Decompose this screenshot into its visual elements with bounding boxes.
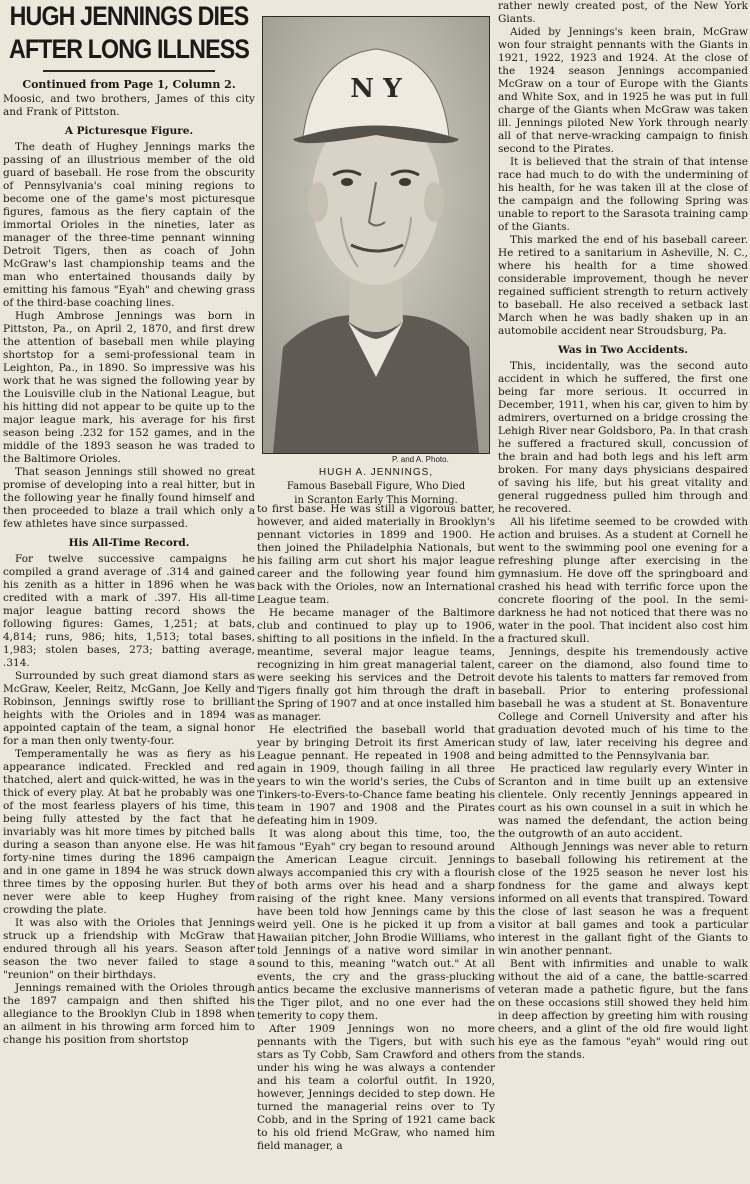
portrait-photo: [262, 16, 490, 454]
paragraph: He practiced law regularly every Winter in Scranton and in time built up an extensive clientele. Only recently Jennings appeared in court as his own counsel in a suit in which he was named the defendant, the action being the outgrowth of an auto accident.: [498, 763, 748, 840]
paragraph: It was along about this time, too, the famous "Eyah" cry began to resound around the American League circuit. Jennings always accompanied this cry with a flourish of both arms over his head and a sharp raising of the right knee. Many versions have been told how Jennings came by this weird yell. One is he picked it up from a Hawaiian pitcher, John Brodie Williams, who told Jennings of a native word similar in sound to this, meaning "watch out." At all events, the cry and the grass-plucking antics became the exclusive mannerisms of the Tiger pilot, and no one ever had the temerity to copy them.: [257, 828, 495, 1022]
paragraph: The death of Hughey Jennings marks the passing of an illustrious member of the old guard of baseball. He rose from the obscurity of Pennsylvania's coal mining regions to become one of the game's most picturesque figures, famous as the fiery captain of the immortal Orioles in the nineties, later as manager of the three-time pennant winning Detroit Tigers, then as coach of John McGraw's last championship teams and the man who entertained thousands daily by emitting his famous "Eyah" and chewing grass of the third-base coaching lines.: [3, 141, 255, 309]
paragraph: It was also with the Orioles that Jennings struck up a friendship with McGraw that endured through all his years. Season after season the two never failed to stage a "reunion" on their birthdays.: [3, 917, 255, 981]
paragraph: to first base. He was still a vigorous batter, however, and aided materially in Brooklyn's pennant victories in 1899 and 1900. He then joined the Philadelphia Nationals, but his failing arm cut short his major league career and the following year found him back with the Orioles, now an International League team.: [257, 503, 495, 606]
paragraph: Bent with infirmities and unable to walk without the aid of a cane, the battle-scarred veteran made a pathetic figure, but the fans on these occasions still showed they held him in deep affection by greeting him with rousing cheers, and a glint of the old fire would light his eye as the famous "eyah" would ring out from the stands.: [498, 958, 748, 1061]
paragraph: Jennings remained with the Orioles through the 1897 campaign and then shifted his allegiance to the Brooklyn Club in 1898 when an ailment in his throwing arm forced him to change his position from shortstop: [3, 982, 255, 1046]
caption-name: HUGH A. JENNINGS,: [318, 467, 434, 478]
headline-line-2: AFTER LONG ILLNESS: [9, 34, 249, 64]
paragraph: Hugh Ambrose Jennings was born in Pittston, Pa., on April 2, 1870, and first drew the attention of baseball men while playing shortstop for a semi-professional team in Leighton, Pa., in 1890. So impressive was his work that he was signed the following year by the Louisville club in the National League, but his hitting did not appear to be quite up to the major league mark, his average for his first season being .232 for 152 games, and in the middle of the 1893 season he was traded to the Baltimore Orioles.: [3, 310, 255, 465]
paragraph: rather newly created post, of the New York Giants.: [498, 0, 748, 25]
cap-monogram: N Y: [350, 74, 402, 104]
paragraph: Temperamentally he was as fiery as his appearance indicated. Freckled and red thatched, alert and quick-witted, he was in the thick of every play. At bat he probably was one of the most fearless players of his time, this being fully attested by the fact that he invariably was hit more times by pitched balls during a season than anyone else. He was hit forty-nine times during the 1896 campaign and in one game in 1894 he was struck down three times by the opposing hurler. But they never were able to keep Hughey from crowding the plate.: [3, 748, 255, 916]
paragraph: Although Jennings was never able to return to baseball following his retirement at the close of the 1925 season he never lost his fondness for the game and always kept informed on all events that transpired. Toward the close of last season he was a frequent visitor at ball games and took a particular interest in the gallant fight of the Giants to win another pennant.: [498, 841, 748, 957]
headline-line-1: HUGH JENNINGS DIES: [9, 1, 249, 31]
portrait-illustration: [263, 17, 489, 453]
subheading-two-accidents: Was in Two Accidents.: [558, 344, 688, 356]
paragraph: It is believed that the strain of that intense race had much to do with the undermining of his health, for he was taken ill at the close of the campaign and the following Spring was unable to report to the Sarasota training camp of the Giants.: [498, 156, 748, 233]
paragraph: He became manager of the Baltimore club and continued to play up to 1906, shifting to all positions in the infield. In the meantime, several major league teams, recognizing in him great managerial talent, were seeking his services and the Detroit Tigers finally got him through the draft in the Spring of 1907 and at once installed him as manager.: [257, 607, 495, 723]
paragraph: For twelve successive campaigns he compiled a grand average of .314 and gained his zenith as a hitter in 1896 when he was credited with a mark of .397. His all-time major league batting record shows the following figures: Games, 1,251; at bats, 4,814; runs, 986; hits, 1,513; total bases, 1,983; stolen bases, 273; batting average, .314.: [3, 553, 255, 669]
caption-line-2: Famous Baseball Figure, Who Died: [286, 481, 466, 492]
subheading-all-time-record: His All-Time Record.: [68, 537, 190, 549]
subheading-picturesque-figure: A Picturesque Figure.: [64, 125, 194, 137]
paragraph: Jennings, despite his tremendously active career on the diamond, also found time to devote his talents to matters far removed from baseball. Prior to entering professional baseball he was a student at St. Bonaventure College and Cornell University and after his graduation devoted much of his time to the study of law, later receiving his degree and being admitted to the Pennsylvania bar.: [498, 646, 748, 762]
paragraph: He electrified the baseball world that year by bringing Detroit its first American League pennant. He repeated in 1908 and again in 1909, though failing in all three years to win the world's series, the Cubs of Tinkers-to-Evers-to-Chance fame beating his team in 1907 and 1908 and the Pirates defeating him in 1909.: [257, 724, 495, 827]
paragraph: All his lifetime seemed to be crowded with action and bruises. As a student at Cornell he went to the swimming pool one evening for a refreshing plunge after exercising in the gymnasium. He dove off the springboard and crashed his head with terrific force upon the concrete flooring of the pool. In the semi-darkness he had not noticed that there was no water in the pool. That incident also cost him a fractured skull.: [498, 516, 748, 645]
column-2: [257, 503, 495, 1184]
paragraph: After 1909 Jennings won no more pennants with the Tigers, but with such stars as Ty Cobb, Sam Crawford and others under his wing he was always a contender and his team a colorful outfit. In 1920, however, Jennings decided to step down. He turned the managerial reins over to Ty Cobb, and in the Spring of 1921 came back to his old friend McGraw, who named him field manager, a: [257, 1023, 495, 1152]
paragraph: That season Jennings still showed no great promise of developing into a real hitter, but in the following year he finally found himself and then proceeded to blaze a trail which only a few athletes have since surpassed.: [3, 466, 255, 530]
paragraph: This marked the end of his baseball career. He retired to a sanitarium in Asheville, N. C., where his health for a time showed considerable improvement, though he never regained sufficient strength to return actively to baseball. He also received a setback last March when he was badly shaken up in an automobile accident near Stroudsburg, Pa.: [498, 234, 748, 337]
paragraph: Surrounded by such great diamond stars as McGraw, Keeler, Reitz, McGann, Joe Kelly and Robinson, Jennings swiftly rose to brilliant heights with the Orioles and in 1894 was appointed captain of the team, a signal honor for a man then only twenty-four.: [3, 670, 255, 747]
photo-credit: P. and A. Photo.: [392, 455, 449, 464]
paragraph: This, incidentally, was the second auto accident in which he suffered, the first one being far more serious. It occurred in December, 1911, when his car, given to him by admirers, overturned on a bridge crossing the Lehigh River near Goldsboro, Pa. In that crash he suffered a fractured skull, concussion of the brain and had both legs and his left arm broken. For many days physicians despaired of saving his life, but his great vitality and general ruggedness pulled him through and he recovered.: [498, 360, 748, 515]
caption-line-3: in Scranton Early This Morning.: [294, 495, 458, 506]
paragraph: Moosic, and two brothers, James of this city and Frank of Pittston.: [3, 93, 255, 118]
photo-caption: [258, 466, 494, 508]
column-3: [498, 0, 748, 1184]
headline-rule: [43, 70, 215, 72]
continued-note: Continued from Page 1, Column 2.: [22, 78, 236, 91]
column-1: [3, 0, 255, 1184]
paragraph: Aided by Jennings's keen brain, McGraw won four straight pennants with the Giants in 1921, 1922, 1923 and 1924. At the close of the 1924 season Jennings accompanied McGraw on a tour of Europe with the Giants and White Sox, and in 1925 he was put in full charge of the Giants when McGraw was taken ill. Jennings piloted New York through nearly all of that nerve-wracking campaign to finish second to the Pirates.: [498, 26, 748, 155]
